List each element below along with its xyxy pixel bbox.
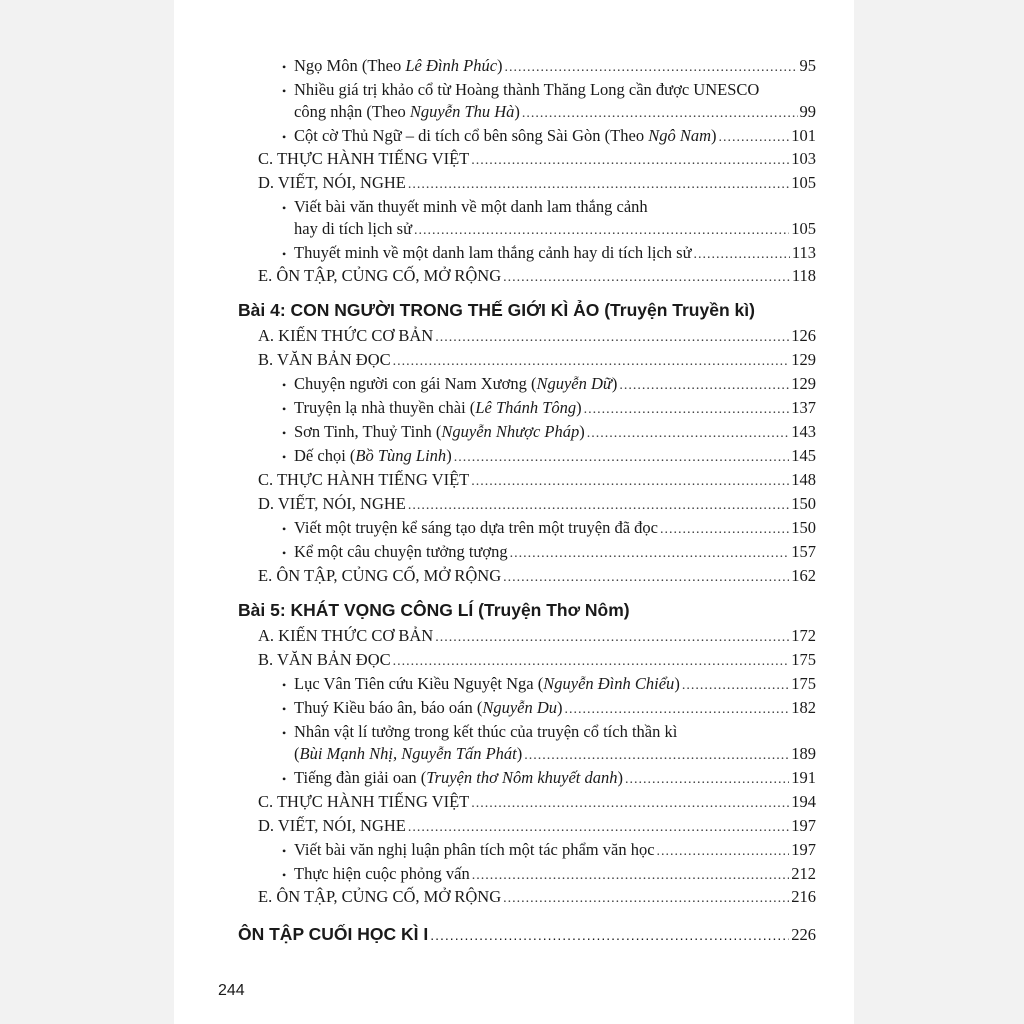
toc-section: D. VIẾT, NÓI, NGHE ..... 150 <box>258 494 816 514</box>
toc-entry: • Thuyết minh về một danh lam thắng cảnh hay di tích lịch sử ..... 113 <box>282 243 816 264</box>
toc-entry-line1: • Nhân vật lí tưởng trong kết thúc của truyện cổ tích thần kì <box>282 722 678 741</box>
toc-section: C. THỰC HÀNH TIẾNG VIỆT ..... 103 <box>258 149 816 169</box>
toc-section: A. KIẾN THỨC CƠ BẢN ..... 172 <box>258 626 816 646</box>
toc-section: D. VIẾT, NÓI, NGHE ..... 105 <box>258 173 816 193</box>
toc-section: C. THỰC HÀNH TIẾNG VIỆT ..... 148 <box>258 470 816 490</box>
toc-entry: • Sơn Tinh, Thuỷ Tinh (Nguyễn Nhược Pháp) ..... 143 <box>282 422 816 443</box>
toc-entry: (Bùi Mạnh Nhị, Nguyễn Tấn Phát) ..... 189 <box>294 744 816 764</box>
lesson-heading: Bài 4: CON NGƯỜI TRONG THẾ GIỚI KÌ ẢO (Truyện Truyền kì) <box>238 300 755 320</box>
toc-entry: • Cột cờ Thủ Ngữ – di tích cổ bên sông Sài Gòn (Theo Ngô Nam) ..... 101 <box>282 126 816 147</box>
toc-section: E. ÔN TẬP, CỦNG CỐ, MỞ RỘNG ..... 216 <box>258 887 816 907</box>
page-number: 244 <box>218 982 245 999</box>
toc-entry: • Ngọ Môn (Theo Lê Đình Phúc) ..... 95 <box>282 56 816 77</box>
toc-entry: hay di tích lịch sử ..... 105 <box>294 219 816 239</box>
toc-entry: • Viết bài văn nghị luận phân tích một tác phẩm văn học ..... 197 <box>282 840 816 861</box>
toc-entry-line1: • Viết bài văn thuyết minh về một danh lam thắng cảnh <box>282 197 648 216</box>
toc-section: B. VĂN BẢN ĐỌC ..... 175 <box>258 650 816 670</box>
toc-section: E. ÔN TẬP, CỦNG CỐ, MỞ RỘNG ..... 118 <box>258 266 816 286</box>
toc-entry-line1: • Nhiều giá trị khảo cổ từ Hoàng thành Thăng Long cần được UNESCO <box>282 80 760 99</box>
toc-section: D. VIẾT, NÓI, NGHE ..... 197 <box>258 816 816 836</box>
book-page <box>174 0 854 1024</box>
toc-entry: • Chuyện người con gái Nam Xương (Nguyễn Dữ) ..... 129 <box>282 374 816 395</box>
review-heading: ÔN TẬP CUỐI HỌC KÌ I ..... 226 <box>238 924 816 945</box>
toc-section: A. KIẾN THỨC CƠ BẢN ..... 126 <box>258 326 816 346</box>
toc-section: B. VĂN BẢN ĐỌC ..... 129 <box>258 350 816 370</box>
toc-entry: • Dế chọi (Bồ Tùng Linh) ..... 145 <box>282 446 816 467</box>
toc-entry: • Lục Vân Tiên cứu Kiều Nguyệt Nga (Nguyễn Đình Chiểu) ..... 175 <box>282 674 816 695</box>
toc-entry: • Thuý Kiều báo ân, báo oán (Nguyễn Du) ..... 182 <box>282 698 816 719</box>
toc-entry: • Truyện lạ nhà thuyền chài (Lê Thánh Tông) ..... 137 <box>282 398 816 419</box>
toc-entry: • Thực hiện cuộc phỏng vấn ..... 212 <box>282 864 816 885</box>
lesson-heading: Bài 5: KHÁT VỌNG CÔNG LÍ (Truyện Thơ Nôm) <box>238 600 630 620</box>
toc-entry: • Tiếng đàn giải oan (Truyện thơ Nôm khuyết danh) ..... 191 <box>282 768 816 789</box>
toc-entry: • Viết một truyện kể sáng tạo dựa trên một truyện đã đọc ..... 150 <box>282 518 816 539</box>
toc-entry: • Kể một câu chuyện tưởng tượng ..... 157 <box>282 542 816 563</box>
toc-entry: công nhận (Theo Nguyễn Thu Hà) ..... 99 <box>294 102 816 122</box>
toc-section: C. THỰC HÀNH TIẾNG VIỆT ..... 194 <box>258 792 816 812</box>
toc-section: E. ÔN TẬP, CỦNG CỐ, MỞ RỘNG ..... 162 <box>258 566 816 586</box>
